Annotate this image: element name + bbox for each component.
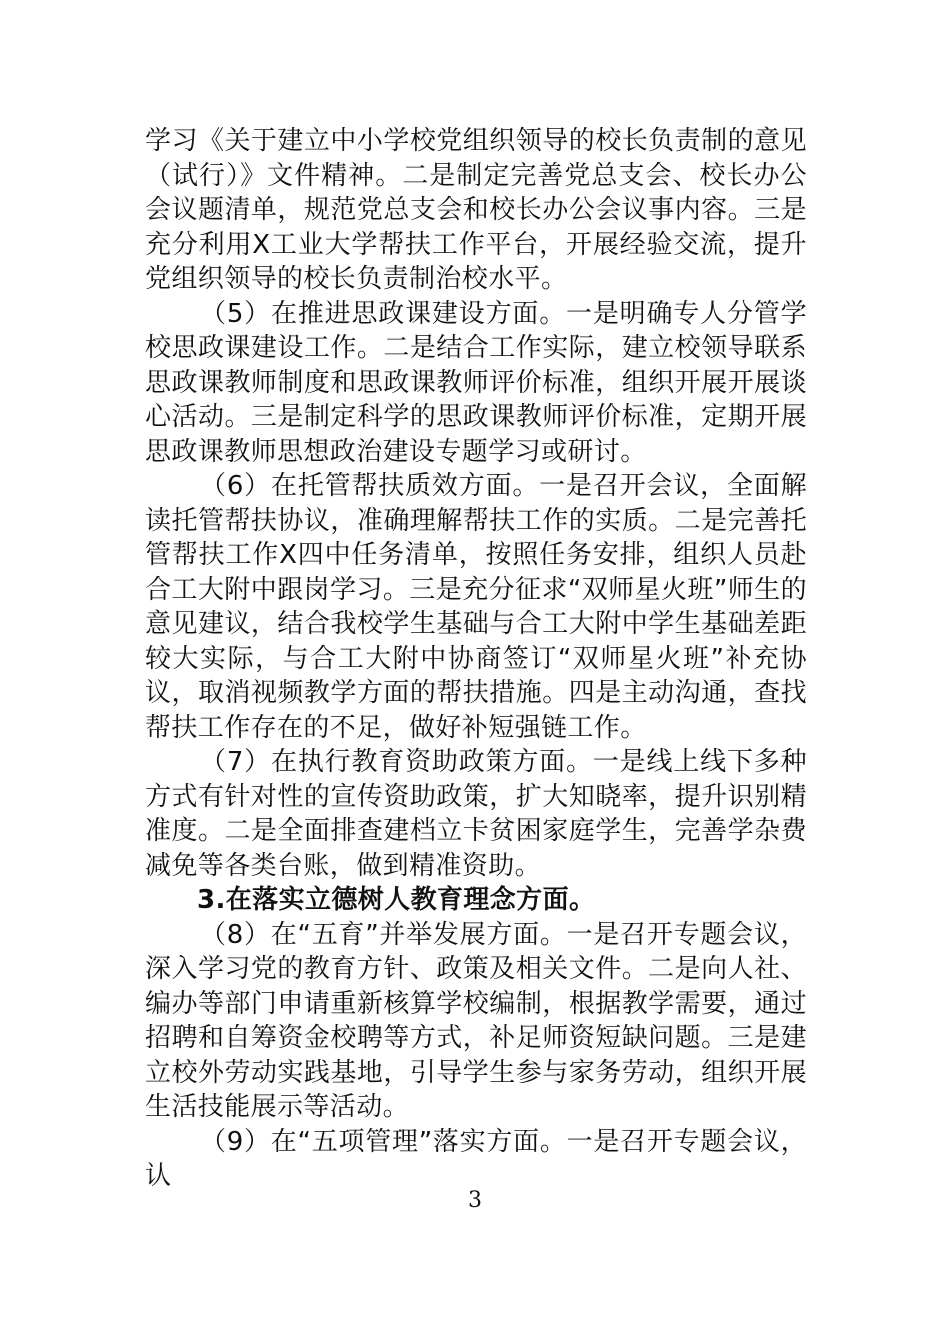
page-number: 3 [468,1188,482,1213]
document-body [145,124,807,1194]
section-heading-3: 3.在落实立德树人教育理念方面。 [197,885,596,915]
paragraph-item-6: （6）在托管帮扶质效方面。一是召开会议，全面解读托管帮扶协议，准确理解帮扶工作的实质。二是完善托管帮扶工作X四中任务清单，按照任务安排，组织人员赴合工大附中跟岗学习。三是充分征求“双师星火班”师生的意见建议，结合我校学生基础与合工大附中学生基础差距较大实际，与合工大附中协商签订“双师星火班”补充协议，取消视频教学方面的帮扶措施。四是主动沟通，查找帮扶工作存在的不足，做好补短强链工作。 [145,471,807,743]
paragraph-item-9: （9）在“五项管理”落实方面。一是召开专题会议，认 [145,1126,807,1191]
paragraph-item-5: （5）在推进思政课建设方面。一是明确专人分管学校思政课建设工作。二是结合工作实际，建立校领导联系思政课教师制度和思政课教师评价标准，组织开展开展谈心活动。三是制定科学的思政课教师评价标准，定期开展思政课教师思想政治建设专题学习或研讨。 [145,298,807,467]
paragraph-continuation: 学习《关于建立中小学校党组织领导的校长负责制的意见（试行）》文件精神。二是制定完善党总支会、校长办公会议题清单，规范党总支会和校长办公会议事内容。三是充分利用X工业大学帮扶工作平台，开展经验交流，提升党组织领导的校长负责制治校水平。 [145,126,807,294]
paragraph-item-7: （7）在执行教育资助政策方面。一是线上线下多种方式有针对性的宣传资助政策，扩大知晓率，提升识别精准度。二是全面排查建档立卡贫困家庭学生，完善学杂费减免等各类台账，做到精准资助。 [145,747,807,881]
paragraph-item-8: （8）在“五育”并举发展方面。一是召开专题会议，深入学习党的教育方针、政策及相关文件。二是向人社、编办等部门申请重新核算学校编制，根据教学需要，通过招聘和自筹资金校聘等方式，补足师资短缺问题。三是建立校外劳动实践基地，引导学生参与家务劳动，组织开展生活技能展示等活动。 [145,919,807,1122]
